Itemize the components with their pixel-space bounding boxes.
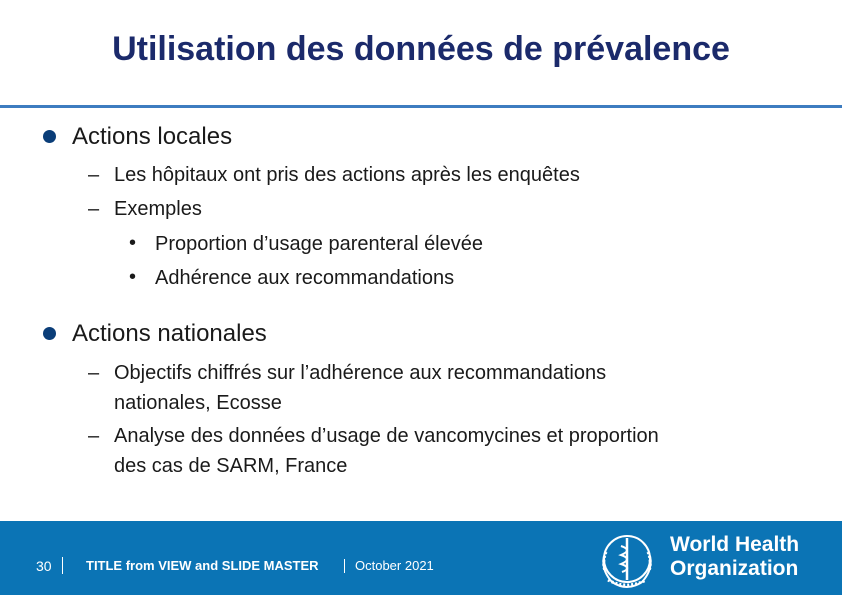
sub-list-item <box>129 266 455 290</box>
bullet-icon <box>43 327 56 340</box>
section-heading-text: Actions nationales <box>72 320 267 347</box>
who-logotype-line: World Health <box>670 533 800 556</box>
sub-list-item-text: Proportion d’usage parenteral élevée <box>155 233 483 255</box>
list-item-line: des cas de SARM, France <box>114 455 348 477</box>
list-item <box>88 194 774 224</box>
dot-bullet-icon: • <box>129 266 137 288</box>
list-item-line: Objectifs chiffrés sur l’adhérence aux recommandations <box>114 362 607 384</box>
list-item <box>88 358 774 418</box>
who-logotype <box>670 533 799 581</box>
bullet-icon <box>43 130 56 143</box>
list-item-text: Exemples <box>114 198 202 220</box>
list-item-line: nationales, Ecosse <box>114 392 282 414</box>
list-item-line: Analyse des données d’usage de vancomycines et proportion <box>114 425 659 447</box>
who-emblem-icon <box>592 524 662 594</box>
dash-icon: – <box>88 425 100 447</box>
footer-separator <box>62 557 63 574</box>
dot-bullet-icon: • <box>129 232 137 254</box>
list-item-text: Les hôpitaux ont pris des actions après les enquêtes <box>114 164 580 186</box>
footer-separator <box>344 559 345 573</box>
list-item <box>88 421 774 481</box>
list-item <box>88 160 774 190</box>
dash-icon: – <box>88 362 100 384</box>
title-divider <box>0 105 842 108</box>
sub-list-item <box>129 232 483 256</box>
section-heading-text: Actions locales <box>72 123 233 150</box>
slide-title: Utilisation des données de prévalence <box>112 30 730 68</box>
footer-date: October 2021 <box>355 558 434 573</box>
section-heading-national <box>72 320 267 348</box>
footer-title: TITLE from VIEW and SLIDE MASTER <box>86 558 319 573</box>
page-number: 30 <box>36 558 52 574</box>
dash-icon: – <box>88 164 100 186</box>
dash-icon: – <box>88 198 100 220</box>
who-logotype-line: Organization <box>670 557 799 580</box>
sub-list-item-text: Adhérence aux recommandations <box>155 267 455 289</box>
section-heading-local <box>72 123 232 151</box>
